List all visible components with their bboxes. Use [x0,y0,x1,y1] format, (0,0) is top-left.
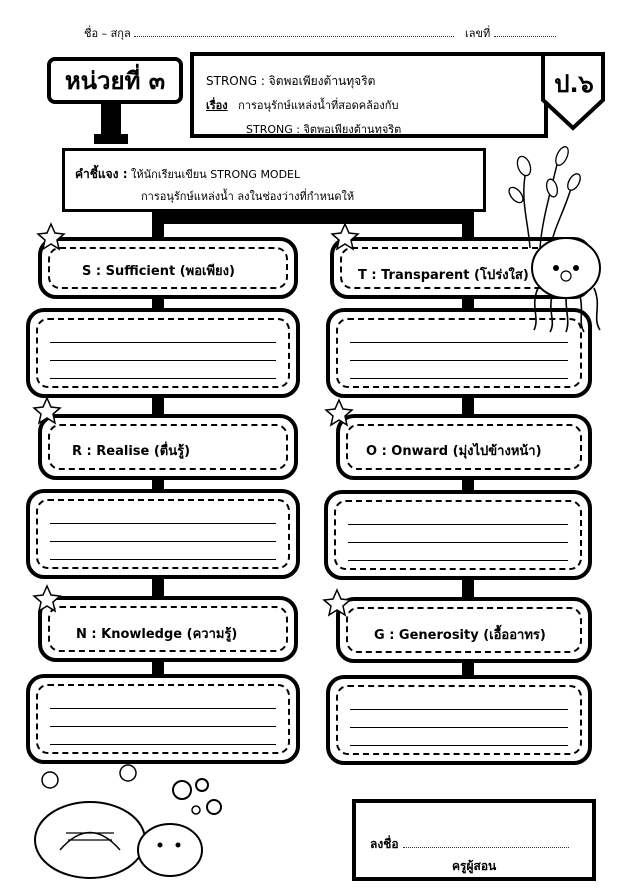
section-title: O : Onward (มุ่งไปข้างหน้า) [366,444,542,459]
section-title: G : Generosity (เอื้ออาทร) [374,628,546,643]
topic-box [190,52,548,138]
signature-box [352,799,596,881]
crab-icon [20,755,240,885]
answer-box[interactable] [324,490,592,580]
section-title-box [336,414,592,480]
star-icon [36,222,66,252]
subject-label: เรื่อง [206,99,228,112]
section-title-box [38,237,298,299]
star-icon [330,222,360,252]
topic-line-2 [206,96,398,114]
sign-label: ลงชื่อ [370,837,399,851]
section-title-box [336,597,592,663]
answer-box[interactable] [26,308,300,398]
section-title: N : Knowledge (ความรู้) [76,627,238,642]
unit-box [47,57,183,104]
name-field[interactable] [84,24,454,42]
star-icon [322,588,352,618]
topic-line-3: STRONG : จิตพอเพียงต้านทุจริต [246,123,402,136]
number-label: เลขที่ [465,27,491,40]
star-icon [32,396,62,426]
main-bar [152,212,474,224]
teacher-label: ครูผู้สอน [452,859,497,873]
section-title: S : Sufficient (พอเพียง) [82,264,235,279]
answer-box[interactable] [326,675,592,765]
answer-box[interactable] [26,489,300,579]
number-field[interactable] [465,24,556,42]
signature-field[interactable] [370,835,569,854]
section-title-box [38,596,298,662]
unit-label: หน่วยที่ ๓ [64,67,166,95]
star-icon [324,398,354,428]
topic-line-1: STRONG : จิตพอเพียงต้านทุจริต [206,74,376,88]
grade-label: ป.๖ [554,70,594,98]
name-label: ชื่อ – สกุล [84,27,131,40]
answer-box[interactable] [26,674,300,764]
subject-text: การอนุรักษ์แหล่งน้ำที่สอดคล้องกับ [238,99,399,112]
connector-bar [94,134,128,144]
instructions-line-1: ให้นักเรียนเขียน STRONG MODEL [131,168,301,181]
section-title-box [38,414,298,480]
instructions-box [62,148,486,212]
instructions-line-2: การอนุรักษ์แหล่งน้ำ ลงในช่องว่างที่กำหนดให้ [141,190,355,203]
octopus-icon [520,226,612,336]
connector-bar [101,103,121,137]
section-title: R : Realise (ตื่นรู้) [72,444,191,459]
star-icon [32,584,62,614]
instructions-label: คำชี้แจง : [75,167,128,181]
section-title: T : Transparent (โปร่งใส) [358,268,529,283]
